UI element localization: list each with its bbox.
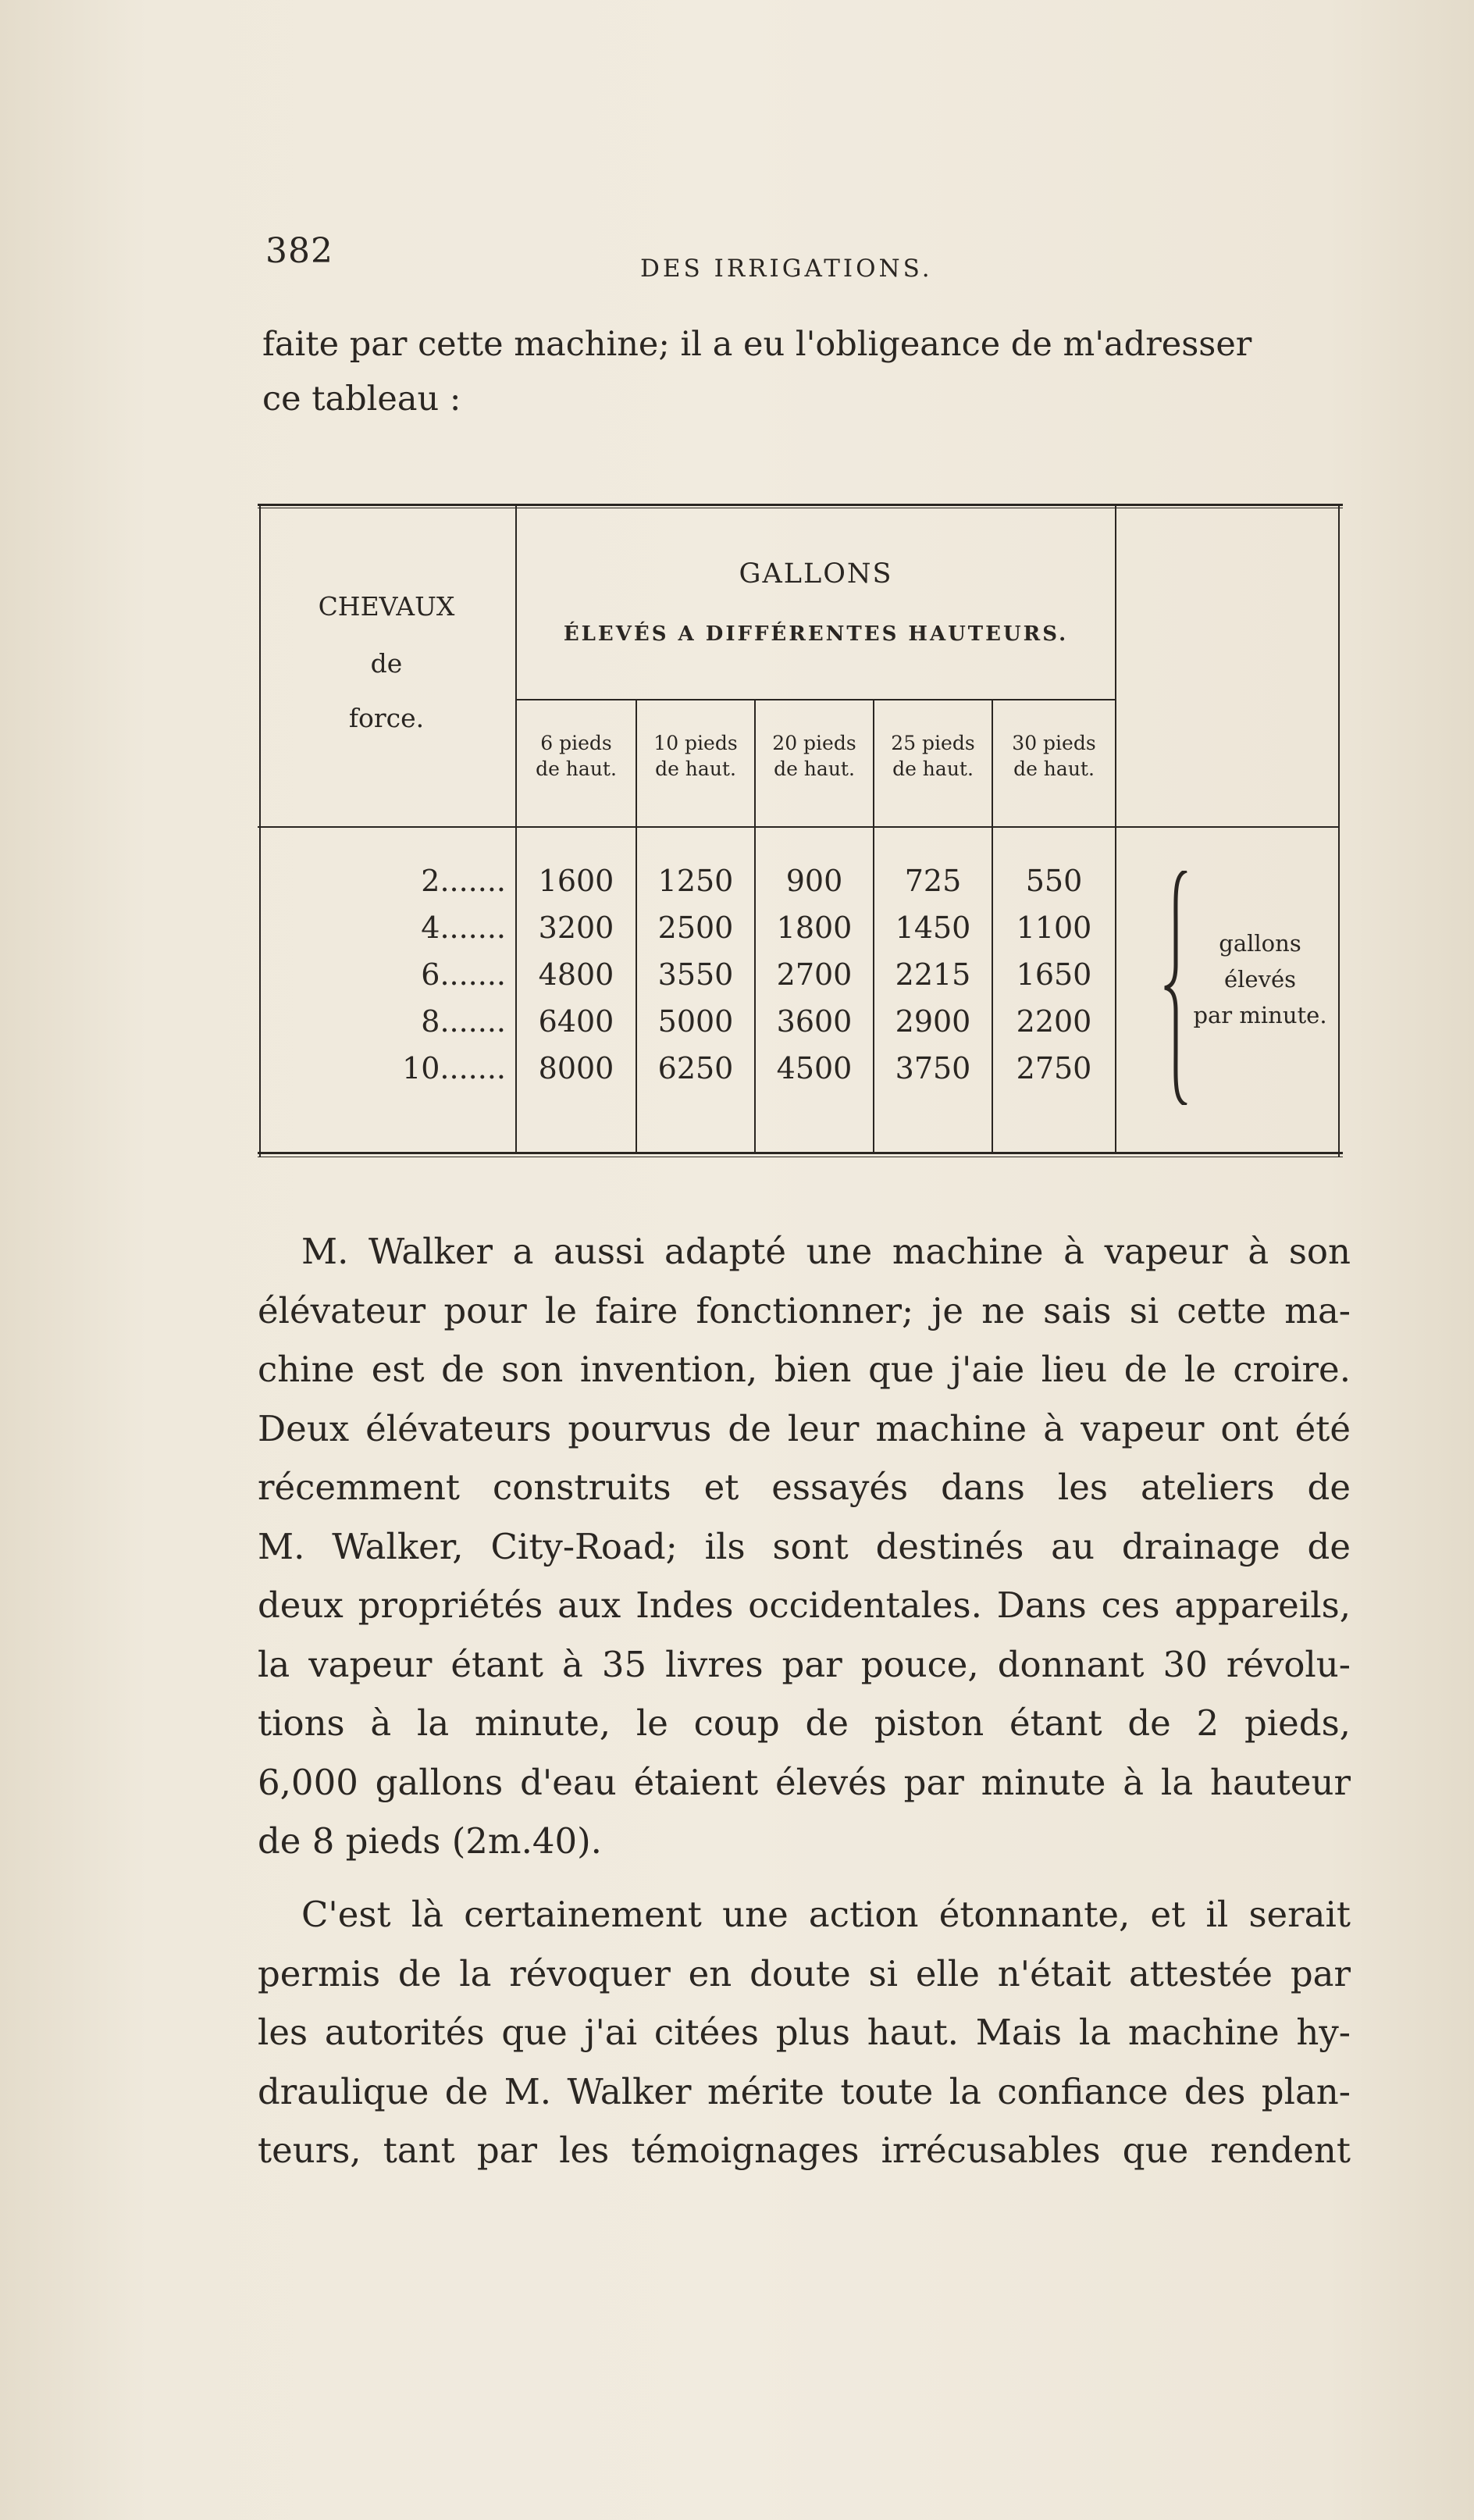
col-header-chevaux: CHEVAUX [318,591,455,622]
col-header-de: de [370,648,403,679]
text-line: de 8 pieds (2m.40). [258,1820,602,1862]
table-right-border [1338,504,1340,1157]
table-cell: 550 [1025,864,1083,898]
col-header-line: 20 pieds [772,732,856,754]
text-line: draulique de M. Walker mérite toute la confiance des plan- [258,2070,1351,2112]
brace-note-line: gallons [1219,930,1301,957]
col-header-line: 25 pieds [891,732,975,754]
text-line: teurs, tant par les témoignages irrécusables que rendent [258,2130,1351,2171]
text-line: Deux élévateurs pourvus de leur machine à vapeur ont été [258,1407,1351,1449]
intro-line-2: ce tableau : [262,380,461,419]
col-header-6-pieds [517,730,636,782]
col-header-20-pieds [756,730,873,782]
col-header-line: 30 pieds [1012,732,1096,754]
body-paragraph-2 [258,1885,1351,2180]
header-bottom-rule [258,826,1340,828]
table-top-rule [258,504,1343,506]
col-sep-group-end [1115,504,1116,1152]
text-line: 6,000 gallons d'eau étaient élevés par minute à la hauteur [258,1761,1351,1803]
text-line: M. Walker a aussi adapté une machine à vapeur à son [301,1231,1351,1272]
col-header-line: de haut. [536,757,617,780]
col-header-line: de haut. [892,757,974,780]
group-header-gallons: GALLONS [739,558,893,590]
row-force: 10....... [402,1051,506,1085]
col-header-line: 6 pieds [540,732,612,754]
table-cell: 2215 [895,957,971,992]
table-cell: 1800 [776,911,853,945]
table-cell: 2200 [1016,1004,1092,1039]
text-line: les autorités que j'ai citées plus haut. Mais la machine hy- [258,2012,1351,2053]
text-line: deux propriétés aux Indes occidentales. Dans ces appareils, [258,1584,1351,1626]
brace-note-line: élevés [1223,966,1297,993]
page-header [265,231,1351,286]
table-cell: 2750 [1016,1051,1092,1085]
col-header-line: de haut. [774,757,855,780]
text-line: M. Walker, City-Road; ils sont destinés au drainage de [258,1525,1351,1567]
table-cell: 1600 [538,864,614,898]
brace-note [1182,925,1338,1033]
table-cell: 6250 [657,1051,734,1085]
table-cell: 1250 [657,864,734,898]
table-cell: 2700 [776,957,853,992]
text-line: chine est de son invention, bien que j'aie lieu de le croire. [258,1349,1351,1390]
table-cell: 1100 [1016,911,1092,945]
page-number: 382 [265,231,333,271]
col-header-line: de haut. [1013,757,1095,780]
text-line: la vapeur étant à 35 livres par pouce, donnant 30 révolu- [258,1643,1351,1685]
text-line: permis de la révoquer en doute si elle n'était attestée par [258,1952,1351,1994]
col-header-30-pieds [993,730,1115,782]
brace-note-line: par minute. [1193,1002,1327,1028]
table-cell: 900 [785,864,843,898]
table-cell: 5000 [657,1004,734,1039]
running-head: DES IRRIGATIONS. [640,255,933,283]
col-header-10-pieds [637,730,754,782]
text-line: C'est là certainement une action étonnante, et il serait [301,1894,1351,1935]
data-table [258,504,1343,1158]
table-cell: 1650 [1016,957,1092,992]
table-cell: 2900 [895,1004,971,1039]
row-force: 2....... [421,864,506,898]
body-paragraph-1 [258,1222,1351,1871]
table-cell: 8000 [538,1051,614,1085]
table-cell: 3550 [657,957,734,992]
text-line: tions à la minute, le coup de piston étant de 2 pieds, [258,1702,1351,1744]
table-cell: 6400 [538,1004,614,1039]
table-bottom-rule [258,1152,1343,1154]
col-header-force: force. [348,703,425,733]
table-cell: 3750 [895,1051,971,1085]
col-header-line: 10 pieds [653,732,738,754]
table-cell: 4500 [776,1051,853,1085]
table-cell: 1450 [895,911,971,945]
intro-line-1: faite par cette machine; il a eu l'obligeance de m'adresser [262,325,1252,364]
table-cell: 2500 [657,911,734,945]
group-header-rule [515,699,1116,700]
text-line: élévateur pour le faire fonctionner; je ne sais si cette ma- [258,1289,1351,1331]
table-cell: 725 [904,864,962,898]
table-cell: 4800 [538,957,614,992]
group-subheader: ÉLEVÉS A DIFFÉRENTES HAUTEURS. [563,622,1069,646]
table-cell: 3200 [538,911,614,945]
row-force: 4....... [421,911,506,945]
text-line: récemment construits et essayés dans les ateliers de [258,1467,1351,1508]
row-force: 6....... [421,957,506,992]
col-header-line: de haut. [655,757,736,780]
col-header-25-pieds [874,730,992,782]
row-force: 8....... [421,1004,506,1039]
table-cell: 3600 [776,1004,853,1039]
